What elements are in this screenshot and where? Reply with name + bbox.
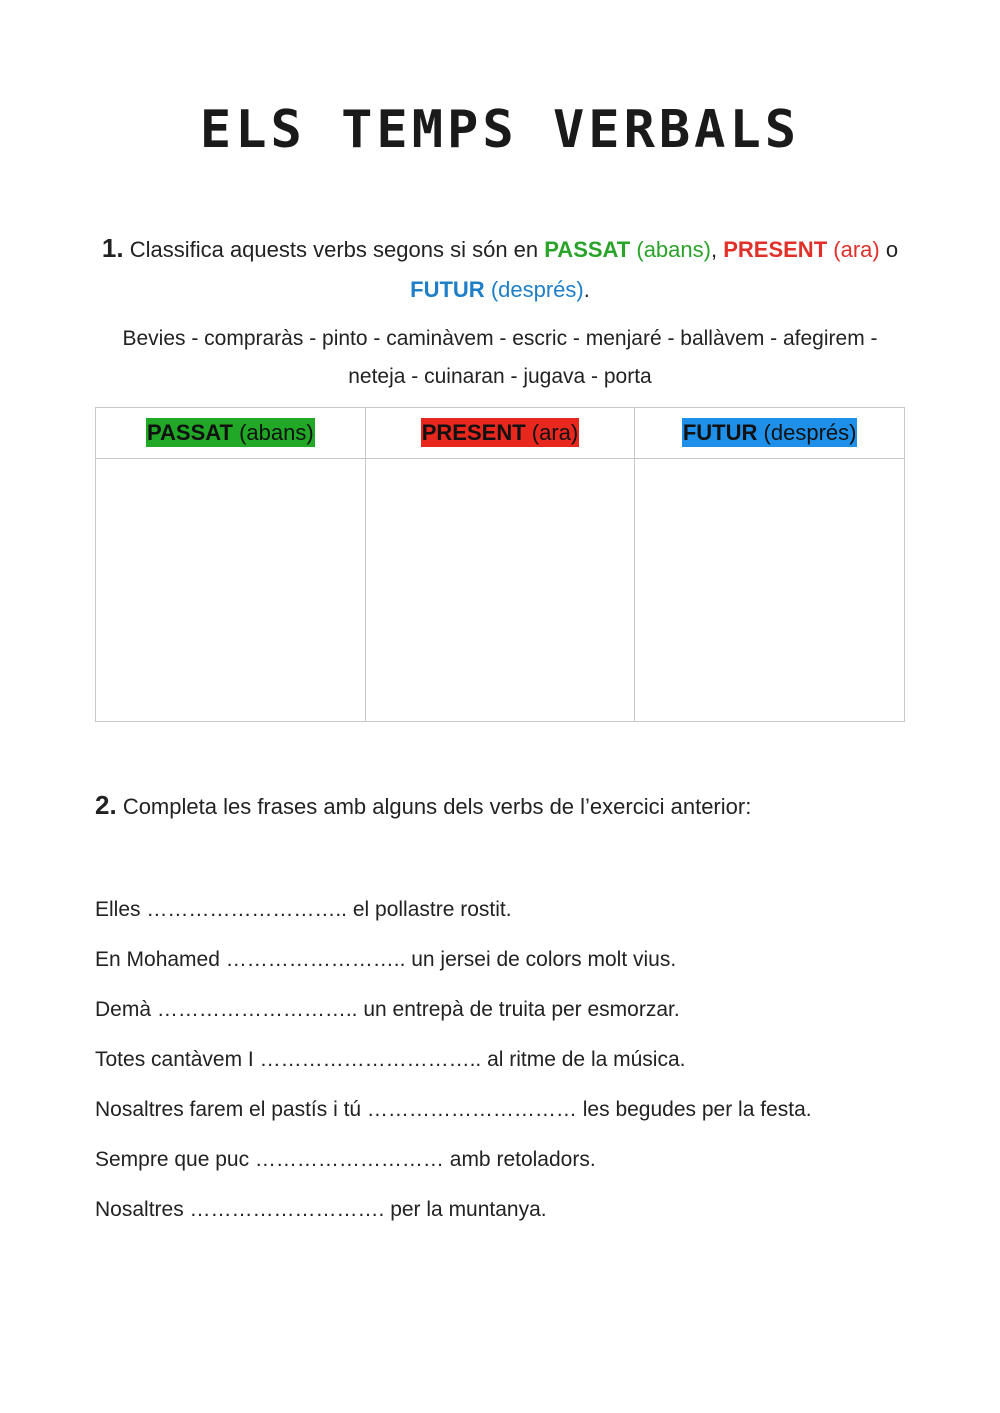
answer-cell-present[interactable]	[365, 459, 635, 722]
hint-passat: (abans)	[636, 237, 711, 262]
keyword-futur: FUTUR	[410, 277, 485, 302]
column-header-futur	[635, 408, 905, 459]
sentence[interactable]: Sempre que puc ……………………… amb retoladors.	[95, 1148, 596, 1171]
sentence[interactable]: Nosaltres ………………………. per la muntanya.	[95, 1198, 547, 1221]
hint-present: (ara)	[833, 237, 880, 262]
conjunction: o	[885, 237, 899, 262]
table-answer-row	[96, 459, 905, 722]
label-present: PRESENT (ara)	[421, 420, 579, 445]
table-header-row	[96, 408, 905, 459]
label-passat: PASSAT (abans)	[146, 420, 314, 445]
sentence[interactable]: Elles ……………………….. el pollastre rostit.	[95, 898, 512, 921]
answer-cell-passat[interactable]	[96, 459, 366, 722]
exercise-1-instruction	[100, 228, 900, 310]
sentence[interactable]: Nosaltres farem el pastís i tú ………………………… les begudes per la festa.	[95, 1098, 812, 1121]
exercise-2-instruction	[95, 785, 905, 827]
sentence-list	[95, 890, 905, 1240]
exercise-2-number: 2.	[95, 790, 117, 820]
keyword-present: PRESENT	[723, 237, 828, 262]
column-header-present	[365, 408, 635, 459]
exercise-2-text: Completa les frases amb alguns dels verbs de l’exercici anterior:	[122, 794, 752, 819]
sentence[interactable]: Demà ……………………….. un entrepà de truita per esmorzar.	[95, 998, 680, 1021]
classification-table	[95, 407, 905, 722]
sentence[interactable]: En Mohamed …………………….. un jersei de colors molt vius.	[95, 948, 677, 971]
page-title: ELS TEMPS VERBALS	[199, 100, 801, 160]
exercise-1-text: Classifica aquests verbs segons si són en	[129, 237, 539, 262]
label-futur: FUTUR (després)	[682, 420, 857, 445]
exercise-1-number: 1.	[101, 233, 124, 263]
keyword-passat: PASSAT	[544, 237, 631, 262]
separator: ,	[710, 237, 718, 262]
column-header-passat	[96, 408, 366, 459]
verb-list: Bevies - compraràs - pinto - caminàvem - escric - menjaré - ballàvem - afegirem - neteja - cuinaran - jugava - porta	[122, 327, 878, 388]
hint-futur: (després)	[490, 277, 584, 302]
period: .	[583, 277, 590, 302]
sentence[interactable]: Totes cantàvem I ………………………….. al ritme de la música.	[95, 1048, 686, 1071]
answer-cell-futur[interactable]	[635, 459, 905, 722]
